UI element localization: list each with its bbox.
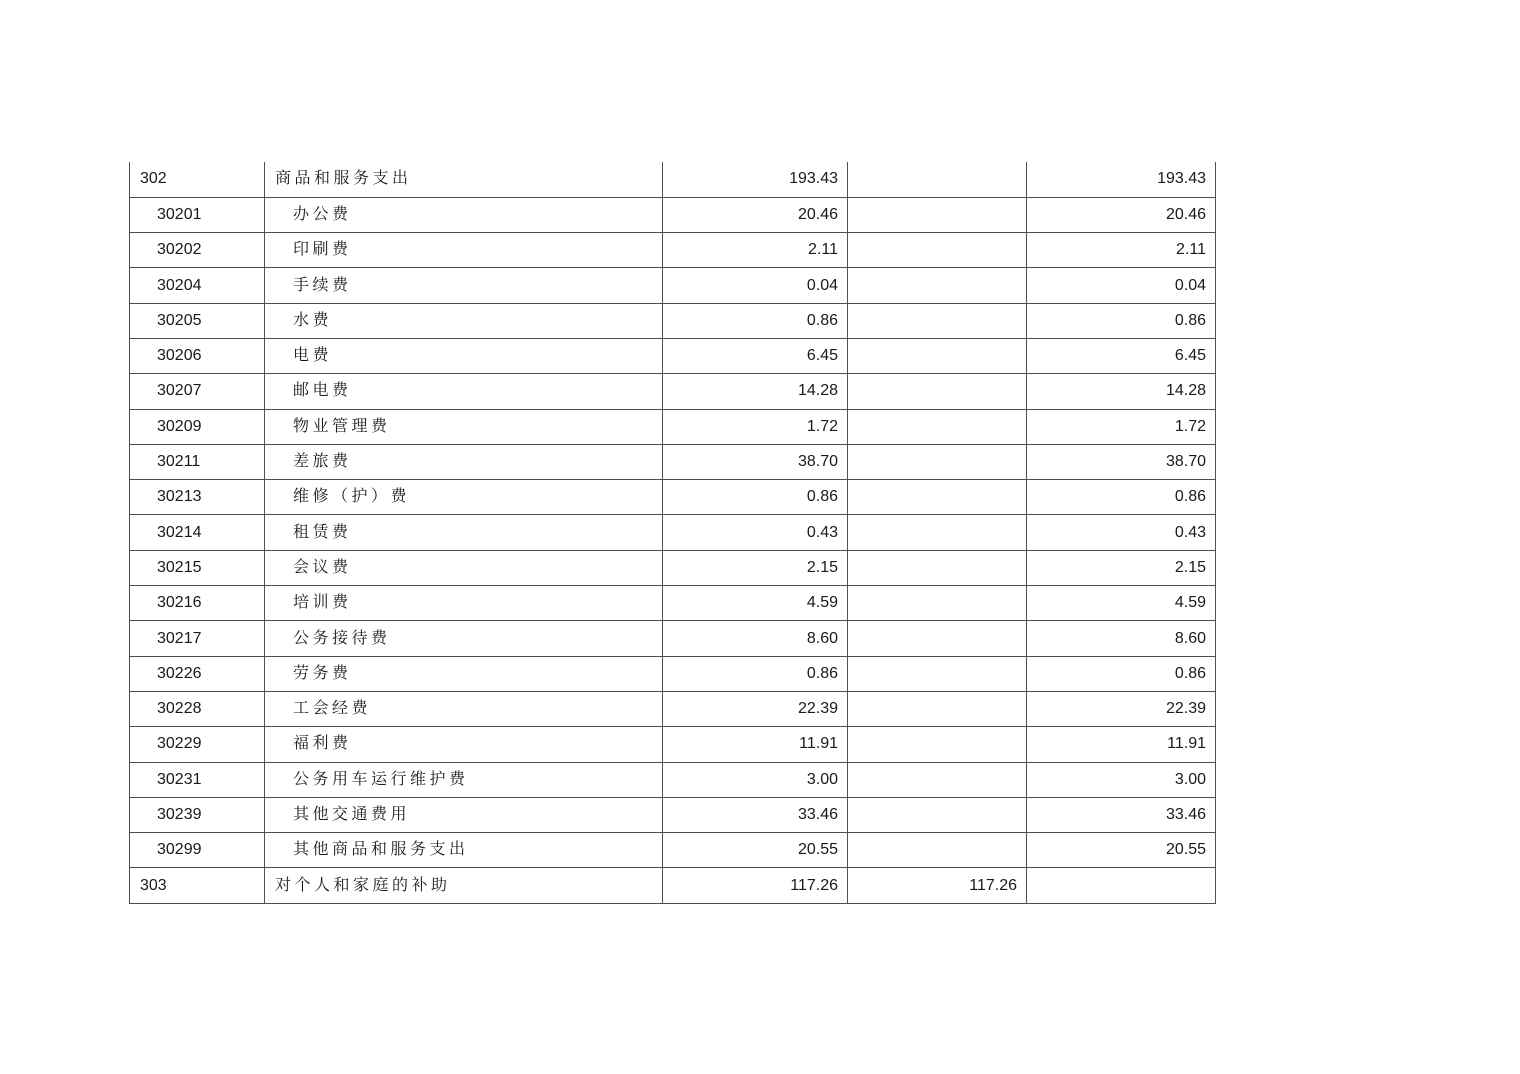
code-cell: 30207: [130, 374, 265, 409]
item-name-cell: 会议费: [265, 550, 663, 585]
amount-cell-3: 33.46: [1027, 797, 1216, 832]
amount-cell-2: [848, 656, 1027, 691]
amount-cell-2: [848, 444, 1027, 479]
code-cell: 30202: [130, 233, 265, 268]
code-cell: 30215: [130, 550, 265, 585]
table-row: [130, 515, 1216, 550]
amount-cell-3: 0.04: [1027, 268, 1216, 303]
item-name-cell: 商品和服务支出: [265, 162, 663, 197]
amount-cell-3: 0.86: [1027, 656, 1216, 691]
table-row: [130, 162, 1216, 197]
amount-cell-2: [848, 515, 1027, 550]
code-cell: 30213: [130, 480, 265, 515]
item-name-cell: 办公费: [265, 197, 663, 232]
amount-cell-2: [848, 162, 1027, 197]
amount-cell-2: [848, 586, 1027, 621]
amount-cell-1: 20.55: [663, 833, 848, 868]
amount-cell-1: 33.46: [663, 797, 848, 832]
amount-cell-3: 22.39: [1027, 691, 1216, 726]
amount-cell-2: [848, 691, 1027, 726]
table-row: [130, 656, 1216, 691]
amount-cell-2: [848, 550, 1027, 585]
amount-cell-3: 20.55: [1027, 833, 1216, 868]
item-name-cell: 水费: [265, 303, 663, 338]
code-cell: 30239: [130, 797, 265, 832]
amount-cell-2: [848, 338, 1027, 373]
amount-cell-2: [848, 233, 1027, 268]
item-name-cell: 电费: [265, 338, 663, 373]
amount-cell-1: 0.86: [663, 480, 848, 515]
amount-cell-3: 0.86: [1027, 480, 1216, 515]
amount-cell-3: 14.28: [1027, 374, 1216, 409]
amount-cell-1: 0.86: [663, 656, 848, 691]
item-name-cell: 物业管理费: [265, 409, 663, 444]
amount-cell-3: 0.86: [1027, 303, 1216, 338]
amount-cell-3: 2.11: [1027, 233, 1216, 268]
table-row: [130, 303, 1216, 338]
table-row: [130, 621, 1216, 656]
code-cell: 30216: [130, 586, 265, 621]
table-row: [130, 268, 1216, 303]
item-name-cell: 劳务费: [265, 656, 663, 691]
amount-cell-1: 38.70: [663, 444, 848, 479]
code-cell: 30226: [130, 656, 265, 691]
amount-cell-3: 6.45: [1027, 338, 1216, 373]
amount-cell-1: 1.72: [663, 409, 848, 444]
table-row: [130, 233, 1216, 268]
amount-cell-3: 38.70: [1027, 444, 1216, 479]
amount-cell-3: 4.59: [1027, 586, 1216, 621]
amount-cell-2: [848, 409, 1027, 444]
code-cell: 30206: [130, 338, 265, 373]
amount-cell-2: [848, 621, 1027, 656]
amount-cell-1: 8.60: [663, 621, 848, 656]
code-cell: 30299: [130, 833, 265, 868]
amount-cell-1: 2.15: [663, 550, 848, 585]
item-name-cell: 福利费: [265, 727, 663, 762]
table-row: [130, 868, 1216, 903]
amount-cell-3: 3.00: [1027, 762, 1216, 797]
table-row: [130, 762, 1216, 797]
amount-cell-3: 0.43: [1027, 515, 1216, 550]
amount-cell-3: [1027, 868, 1216, 903]
item-name-cell: 公务接待费: [265, 621, 663, 656]
item-name-cell: 工会经费: [265, 691, 663, 726]
amount-cell-2: [848, 762, 1027, 797]
amount-cell-2: [848, 480, 1027, 515]
item-name-cell: 邮电费: [265, 374, 663, 409]
amount-cell-3: 8.60: [1027, 621, 1216, 656]
item-name-cell: 差旅费: [265, 444, 663, 479]
table-row: [130, 833, 1216, 868]
item-name-cell: 手续费: [265, 268, 663, 303]
code-cell: 30228: [130, 691, 265, 726]
amount-cell-2: [848, 797, 1027, 832]
amount-cell-2: [848, 197, 1027, 232]
table-row: [130, 691, 1216, 726]
amount-cell-1: 11.91: [663, 727, 848, 762]
table-row: [130, 197, 1216, 232]
budget-expenditure-table: [129, 162, 1216, 904]
amount-cell-2: [848, 303, 1027, 338]
amount-cell-1: 117.26: [663, 868, 848, 903]
amount-cell-2: [848, 727, 1027, 762]
code-cell: 302: [130, 162, 265, 197]
amount-cell-3: 20.46: [1027, 197, 1216, 232]
amount-cell-1: 0.43: [663, 515, 848, 550]
table-row: [130, 797, 1216, 832]
amount-cell-1: 0.04: [663, 268, 848, 303]
code-cell: 30217: [130, 621, 265, 656]
table-row: [130, 480, 1216, 515]
code-cell: 30205: [130, 303, 265, 338]
amount-cell-2: [848, 833, 1027, 868]
item-name-cell: 其他交通费用: [265, 797, 663, 832]
item-name-cell: 对个人和家庭的补助: [265, 868, 663, 903]
table-row: [130, 550, 1216, 585]
amount-cell-1: 4.59: [663, 586, 848, 621]
item-name-cell: 其他商品和服务支出: [265, 833, 663, 868]
code-cell: 30204: [130, 268, 265, 303]
amount-cell-3: 11.91: [1027, 727, 1216, 762]
code-cell: 30229: [130, 727, 265, 762]
item-name-cell: 培训费: [265, 586, 663, 621]
amount-cell-1: 22.39: [663, 691, 848, 726]
amount-cell-1: 6.45: [663, 338, 848, 373]
amount-cell-3: 193.43: [1027, 162, 1216, 197]
amount-cell-1: 14.28: [663, 374, 848, 409]
amount-cell-2: [848, 268, 1027, 303]
amount-cell-1: 20.46: [663, 197, 848, 232]
code-cell: 30231: [130, 762, 265, 797]
amount-cell-1: 193.43: [663, 162, 848, 197]
amount-cell-3: 2.15: [1027, 550, 1216, 585]
item-name-cell: 维修（护）费: [265, 480, 663, 515]
amount-cell-1: 2.11: [663, 233, 848, 268]
code-cell: 303: [130, 868, 265, 903]
amount-cell-2: [848, 374, 1027, 409]
table-row: [130, 409, 1216, 444]
table-body: [130, 162, 1216, 903]
code-cell: 30209: [130, 409, 265, 444]
table-row: [130, 444, 1216, 479]
code-cell: 30211: [130, 444, 265, 479]
code-cell: 30201: [130, 197, 265, 232]
table-row: [130, 338, 1216, 373]
item-name-cell: 租赁费: [265, 515, 663, 550]
table-row: [130, 727, 1216, 762]
code-cell: 30214: [130, 515, 265, 550]
amount-cell-3: 1.72: [1027, 409, 1216, 444]
item-name-cell: 印刷费: [265, 233, 663, 268]
table-row: [130, 586, 1216, 621]
amount-cell-1: 0.86: [663, 303, 848, 338]
amount-cell-1: 3.00: [663, 762, 848, 797]
item-name-cell: 公务用车运行维护费: [265, 762, 663, 797]
table-row: [130, 374, 1216, 409]
amount-cell-2: 117.26: [848, 868, 1027, 903]
